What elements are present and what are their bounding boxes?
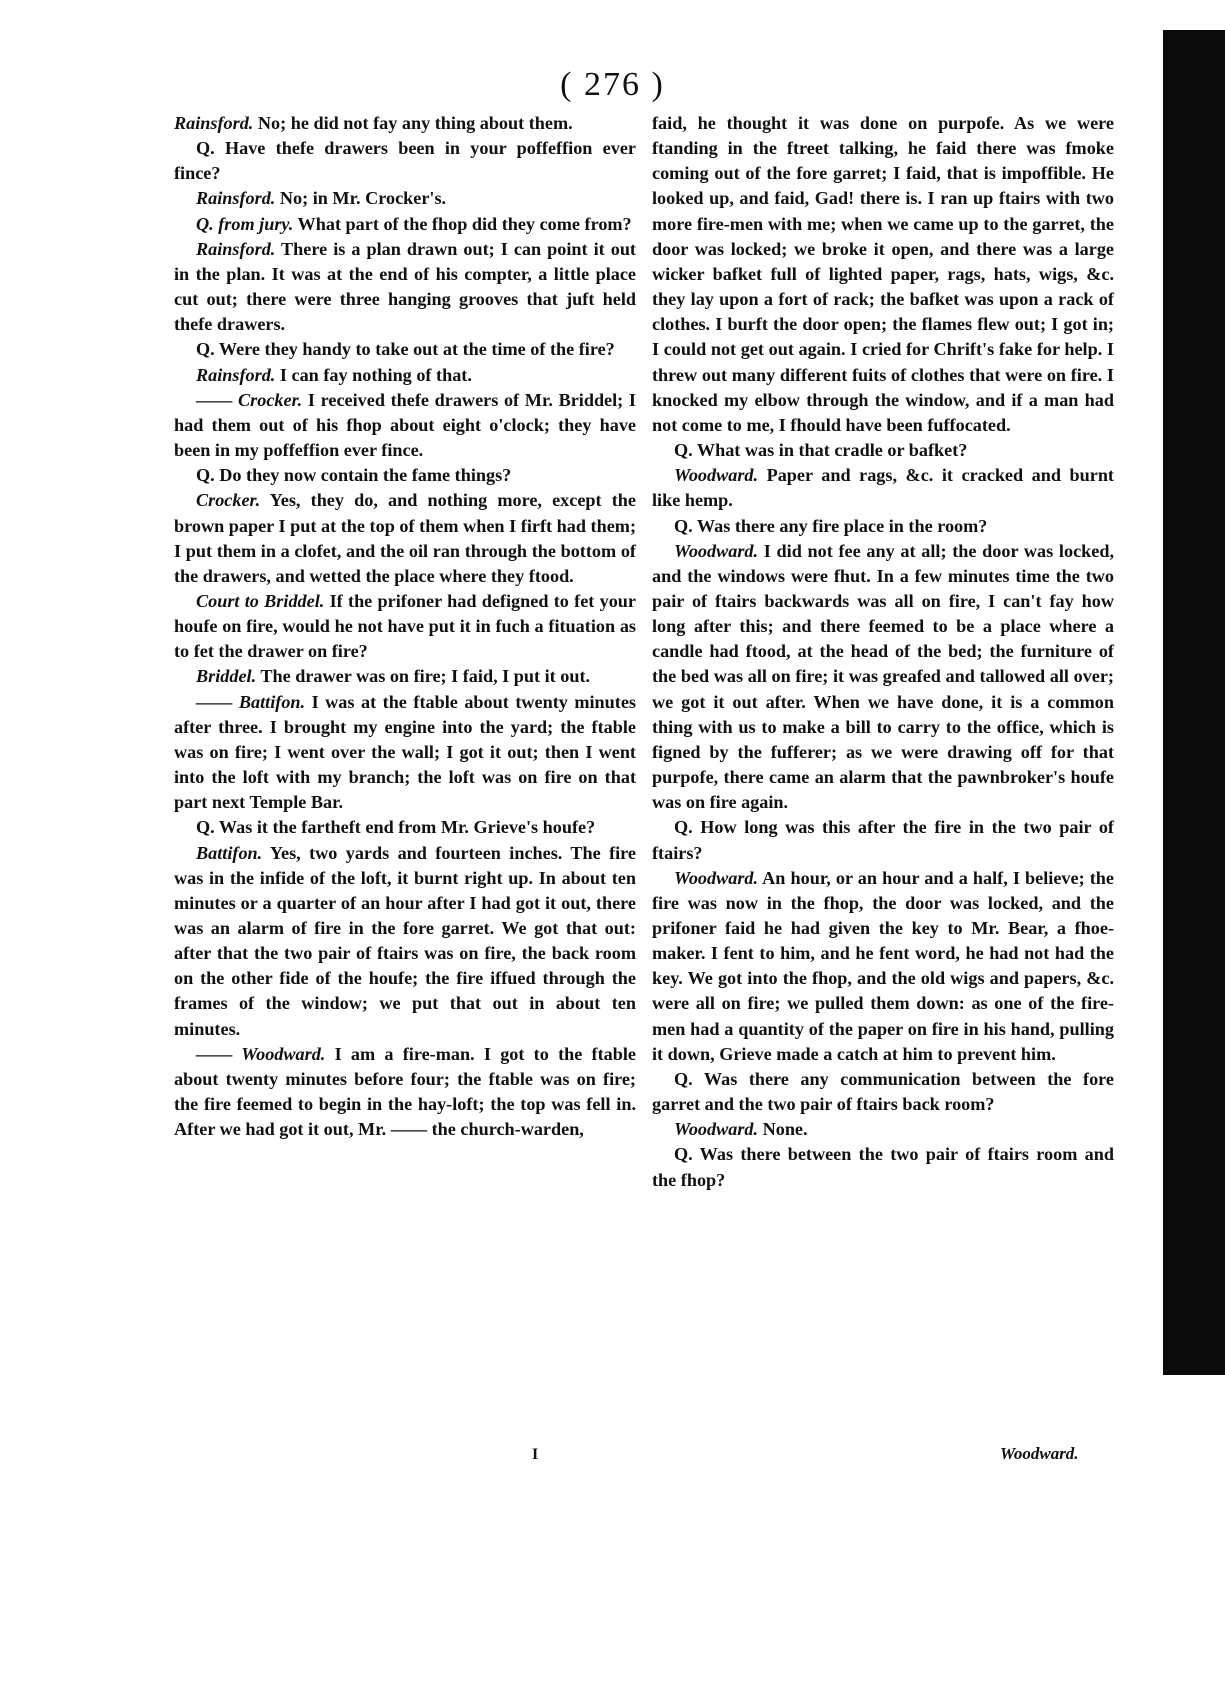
speaker-name: —— Woodward. — [196, 1043, 326, 1064]
speaker-name: Woodward. — [674, 540, 759, 561]
paragraph — [174, 664, 636, 689]
paragraph-text: I did not fee any at all; the door was locked, and the windows were fhut. In a few minutes time the two pair of ftairs backwards was all on fire, I can't fay how long after this; and there feemed to be a place where a candle had ftood, at the head of the bed; the furniture of the bed was all on fire; it was greafed and tallowed all over; we got it out after. When we have done, it is a common thing with us to make a bill to carry to the office, which is figned by the fufferer; as we were drawing off for that purpofe, there came an alarm that the pawnbroker's houfe was on fire again. — [652, 540, 1114, 813]
paragraph — [174, 463, 636, 488]
paragraph-text: No; he did not fay any thing about them. — [253, 113, 573, 133]
page-number: ( 276 ) — [560, 66, 665, 103]
paragraph — [174, 841, 636, 1042]
paragraph — [174, 237, 636, 338]
page-edge-shadow — [1163, 30, 1225, 1375]
paragraph — [652, 815, 1114, 865]
paragraph-text: Paper and rags, &c. it cracked and burnt like hemp. — [652, 465, 1114, 511]
speaker-name: Court to Briddel. — [196, 590, 325, 611]
paragraph — [652, 866, 1114, 1067]
paragraph — [174, 363, 636, 388]
paragraph — [174, 815, 636, 840]
paragraph-text: An hour, or an hour and a half, I believe; the fire was now in the fhop, the door was locked, and the prifoner faid he had given the key to Mr. Bear, a fhoe-maker. I fent to him, and he fent word, he had not had the key. We got into the fhop, and the old wigs and papers, &c. were all on fire; we pulled them down: as one of the fire-men had a quantity of the paper on fire in his hand, pulling it down, Grieve made a catch at him to prevent him. — [652, 867, 1114, 1064]
paragraph-text: Q. Have thefe drawers been in your poffeffion ever fince? — [174, 138, 636, 184]
paragraph-text: If the prifoner had defigned to fet your houfe on fire, would he not have put it in fuch a fituation as to fet the drawer on fire? — [174, 590, 636, 662]
paragraph-text: I can fay nothing of that. — [275, 364, 472, 385]
paragraph — [174, 589, 636, 664]
speaker-name: Rainsford. — [174, 113, 254, 133]
paragraph-text: There is a plan drawn out; I can point it out in the plan. It was at the end of his compter, a little place cut out; there were three hanging grooves that juft held thefe drawers. — [174, 238, 636, 335]
paragraph — [174, 136, 636, 186]
paragraph — [174, 186, 636, 211]
paragraph-text: faid, he thought it was done on purpofe. As we were ftanding in the ftreet talking, he faid there was fmoke coming out of the fore garret; I faid, that is impoffible. He looked up, and faid, Gad! there is. I ran up ftairs with two more fire-men with me; when we came up to the garret, the door was locked; we broke it open, and there was a large wicker bafket full of lighted paper, rags, hats, wigs, &c. they lay upon a fort of rack; the bafket was upon a rack of clothes. I burft the door open; the flames flew out; I got in; I could not get out again. I cried for Chrift's fake for help. I threw out many different fuits of clothes that were on fire. I knocked my elbow through the window, and if a man had not come to me, I fhould have been fuffocated. — [652, 113, 1114, 435]
paragraph-text: Q. Was there any communication between the fore garret and the two pair of ftairs back room? — [652, 1068, 1114, 1115]
paragraph — [174, 1042, 636, 1143]
paragraph-text: None. — [758, 1119, 808, 1140]
paragraph — [652, 1067, 1114, 1117]
paragraph — [174, 212, 636, 237]
paragraph-text: The drawer was on fire; I faid, I put it out. — [256, 666, 591, 687]
catchword: Woodward. — [1000, 1444, 1079, 1463]
paragraph — [652, 1142, 1114, 1192]
paragraph-text: I received thefe drawers of Mr. Briddel; I had them out of his fhop about eight o'clock; they have been in my poffeffion ever fince. — [174, 389, 636, 461]
paragraph-text: Q. Do they now contain the fame things? — [196, 465, 512, 486]
paragraph-text: Q. Was there between the two pair of ftairs room and the fhop? — [652, 1144, 1114, 1190]
paragraph — [174, 388, 636, 463]
speaker-name: Woodward. — [674, 1119, 759, 1140]
paragraph-text: I am a fire-man. I got to the ftable about twenty minutes before four; the ftable was on fire; the fire feemed to begin in the hay-loft; the top was fell in. After we had got it out, Mr. —— the church-warden, — [174, 1043, 637, 1140]
paragraph-text: Q. How long was this after the fire in the two pair of ftairs? — [652, 817, 1114, 863]
paragraph — [652, 1117, 1114, 1142]
speaker-name: Rainsford. — [196, 188, 276, 209]
speaker-name: Briddel. — [196, 666, 257, 687]
paragraph — [174, 488, 636, 589]
paragraph-text: Q. Was there any fire place in the room? — [674, 515, 988, 536]
speaker-name: —— Battifon. — [196, 691, 306, 712]
paragraph-text: Q. What was in that cradle or bafket? — [674, 440, 968, 461]
speaker-name: —— Crocker. — [196, 389, 303, 410]
paragraph — [652, 539, 1114, 816]
paragraph-text: No; in Mr. Crocker's. — [275, 188, 447, 209]
paragraph — [174, 337, 636, 362]
right-column — [652, 111, 1114, 1193]
paragraph-text: Q. Were they handy to take out at the time of the fire? — [196, 339, 615, 360]
paragraph — [652, 438, 1114, 463]
speaker-name: Rainsford. — [196, 364, 276, 385]
paragraph — [652, 111, 1114, 438]
speaker-name: Rainsford. — [196, 238, 276, 259]
paragraph-text: What part of the fhop did they come from? — [293, 213, 632, 234]
speaker-name: Woodward. — [674, 465, 759, 486]
paragraph-text: Yes, they do, and nothing more, except the brown paper I put at the top of them when I firft had them; I put them in a clofet, and the oil ran through the bottom of the drawers, and wetted the place where they ftood. — [174, 490, 636, 586]
paragraph-text: Yes, two yards and fourteen inches. The fire was in the infide of the loft, it burnt right up. In about ten minutes or a quarter of an hour after I had got it out, there was an alarm of fire in the fore garret. We got that out: after that the two pair of ftairs was on fire, the back room on the other fide of the houfe; the fire iffued through the frames of the window; we put that out in about ten minutes. — [174, 842, 636, 1039]
paragraph — [174, 111, 636, 136]
speaker-name: Q. from jury. — [196, 213, 294, 234]
speaker-name: Crocker. — [196, 490, 261, 511]
left-column — [174, 111, 636, 1142]
signature-mark: I — [532, 1446, 539, 1463]
paragraph — [652, 514, 1114, 539]
speaker-name: Woodward. — [674, 867, 759, 888]
paragraph-text: I was at the ftable about twenty minutes after three. I brought my engine into the yard; the ftable was on fire; I went over the wall; I got it out; then I went into the loft with my branch; the loft was on fire on that part next Temple Bar. — [174, 691, 636, 813]
paragraph-text: Q. Was it the fartheft end from Mr. Grieve's houfe? — [196, 817, 596, 838]
speaker-name: Battifon. — [196, 842, 263, 863]
paragraph — [174, 690, 636, 816]
paragraph — [652, 463, 1114, 513]
